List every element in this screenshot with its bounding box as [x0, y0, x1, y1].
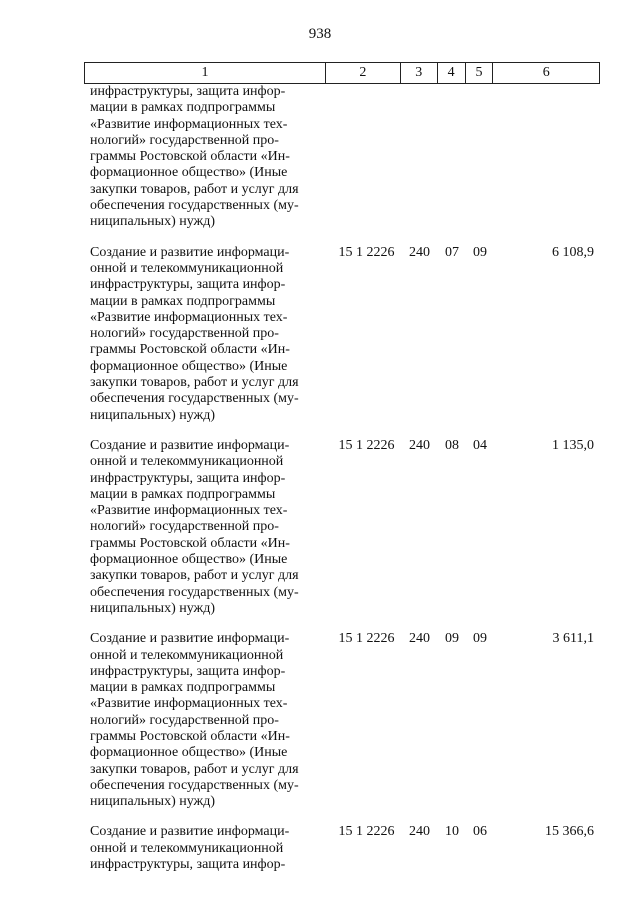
- description-line: «Развитие информационных тех-: [90, 309, 288, 325]
- description-line: инфраструктуры, защита инфор-: [90, 84, 286, 99]
- description-line: Создание и развитие информаци-: [90, 631, 290, 647]
- row-pr: [466, 84, 494, 231]
- row-pr: 06: [473, 824, 487, 840]
- row-vr: 240: [409, 631, 430, 647]
- description-line: инфраструктуры, защита инфор-: [90, 277, 286, 293]
- description-line: обеспечения государственных (му-: [90, 777, 299, 793]
- row-sum: 1 135,0: [552, 437, 594, 453]
- description-line: ниципальных) нужд): [90, 214, 215, 230]
- row-pr: 04: [473, 437, 487, 453]
- description-line: ниципальных) нужд): [90, 407, 215, 423]
- description-line: мации в рамках подпрограммы: [90, 486, 276, 502]
- budget-table: [84, 62, 600, 873]
- row-pr: 09: [473, 631, 487, 647]
- row-description: [84, 438, 326, 617]
- description-line: обеспечения государственных (му-: [90, 198, 299, 214]
- description-line: «Развитие информационных тех-: [90, 503, 288, 519]
- description-line: закупки товаров, работ и услуг для: [90, 375, 299, 391]
- description-line: инфраструктуры, защита инфор-: [90, 470, 286, 486]
- description-line: мации в рамках подпрограммы: [90, 293, 276, 309]
- row-vr: 240: [409, 244, 430, 260]
- description-line: инфраструктуры, защита инфор-: [90, 857, 286, 873]
- row-vr: [401, 84, 438, 231]
- row-csr: 15 1 2226: [338, 824, 395, 840]
- header-col-1: 1: [85, 63, 326, 83]
- description-line: Создание и развитие информаци-: [90, 437, 290, 453]
- description-line: обеспечения государственных (му-: [90, 391, 299, 407]
- header-col-3: 3: [401, 63, 438, 83]
- table-row: [84, 631, 600, 810]
- header-col-6: 6: [542, 65, 550, 80]
- row-rz: 07: [445, 244, 459, 260]
- description-line: инфраструктуры, защита инфор-: [90, 663, 286, 679]
- description-line: онной и телекоммуникационной: [90, 260, 284, 276]
- row-rz: 08: [445, 437, 459, 453]
- row-rz: 09: [445, 631, 459, 647]
- description-line: мации в рамках подпрограммы: [90, 680, 276, 696]
- table-row: [84, 245, 600, 424]
- description-line: формационное общество» (Иные: [90, 552, 288, 568]
- description-line: мации в рамках подпрограммы: [90, 100, 276, 116]
- row-sum: 6 108,9: [552, 244, 594, 260]
- table-header: [84, 62, 600, 84]
- description-line: формационное общество» (Иные: [90, 165, 288, 181]
- row-rz: 10: [445, 824, 459, 840]
- page-number: 938: [308, 26, 332, 42]
- description-line: формационное общество» (Иные: [90, 358, 288, 374]
- row-description: [84, 84, 326, 231]
- row-sum: [494, 84, 600, 231]
- row-vr: 240: [409, 437, 430, 453]
- description-line: граммы Ростовской области «Ин-: [90, 728, 290, 744]
- row-csr: 15 1 2226: [338, 631, 395, 647]
- description-line: граммы Ростовской области «Ин-: [90, 342, 290, 358]
- description-line: Создание и развитие информаци-: [90, 244, 290, 260]
- table-row: [84, 84, 600, 231]
- row-csr: 15 1 2226: [338, 244, 395, 260]
- description-line: граммы Ростовской области «Ин-: [90, 149, 290, 165]
- description-line: формационное общество» (Иные: [90, 745, 288, 761]
- header-col-2: 2: [326, 63, 401, 83]
- row-sum: 15 366,6: [545, 824, 594, 840]
- description-line: нологий» государственной про-: [90, 519, 279, 535]
- description-line: нологий» государственной про-: [90, 326, 279, 342]
- table-row: [84, 824, 600, 873]
- row-csr: [326, 84, 401, 231]
- description-line: нологий» государственной про-: [90, 132, 279, 148]
- description-line: Создание и развитие информаци-: [90, 824, 290, 840]
- header-col-4: 4: [438, 63, 466, 83]
- table-row: [84, 438, 600, 617]
- header-col-5: 5: [466, 63, 494, 83]
- row-rz: [438, 84, 466, 231]
- description-line: ниципальных) нужд): [90, 794, 215, 810]
- row-pr: 09: [473, 244, 487, 260]
- description-line: «Развитие информационных тех-: [90, 696, 288, 712]
- description-line: нологий» государственной про-: [90, 712, 279, 728]
- row-description: [84, 631, 326, 810]
- row-csr: 15 1 2226: [338, 437, 395, 453]
- description-line: обеспечения государственных (му-: [90, 584, 299, 600]
- row-description: [84, 824, 326, 873]
- description-line: закупки товаров, работ и услуг для: [90, 568, 299, 584]
- description-line: закупки товаров, работ и услуг для: [90, 761, 299, 777]
- description-line: онной и телекоммуникационной: [90, 840, 284, 856]
- row-description: [84, 245, 326, 424]
- description-line: «Развитие информационных тех-: [90, 116, 288, 132]
- description-line: ниципальных) нужд): [90, 600, 215, 616]
- description-line: закупки товаров, работ и услуг для: [90, 181, 299, 197]
- row-vr: 240: [409, 824, 430, 840]
- description-line: онной и телекоммуникационной: [90, 647, 284, 663]
- row-sum: 3 611,1: [552, 631, 594, 647]
- description-line: онной и телекоммуникационной: [90, 454, 284, 470]
- description-line: граммы Ростовской области «Ин-: [90, 535, 290, 551]
